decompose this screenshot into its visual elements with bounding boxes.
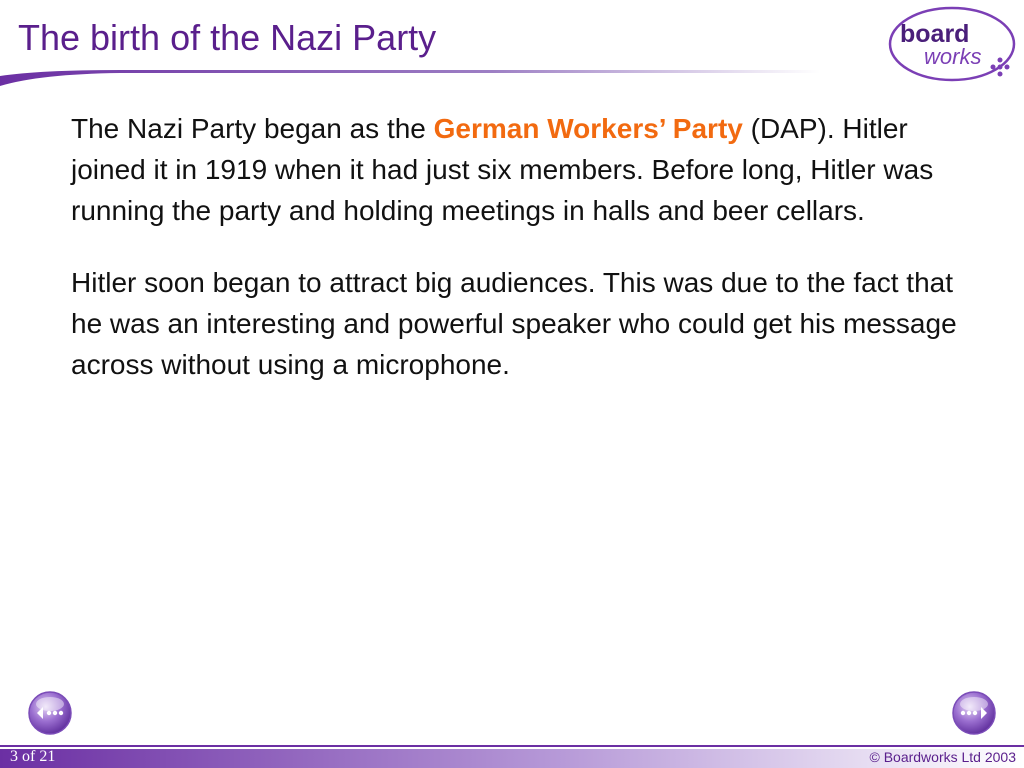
logo-word-board: board [900,20,970,48]
title-underline [0,66,820,86]
paragraph-1-end: (DAP). Hitler joined it in 1919 when it had just six members. Before long, Hitler was running the party and holding meetings in halls and beer cellars. [71,113,934,226]
previous-arrow-icon [27,690,73,736]
next-arrow-icon [951,690,997,736]
previous-slide-button[interactable] [27,690,73,736]
logo-word-works: works [924,44,982,69]
paragraph-1-highlight: German Workers’ Party [433,113,743,144]
paragraph-1 [71,108,971,231]
page-number: 3 of 21 [10,748,56,765]
next-slide-button[interactable] [951,690,997,736]
copyright-notice: © Boardworks Ltd 2003 [869,749,1016,765]
slide-title: The birth of the Nazi Party [18,17,437,58]
paragraph-1-start: The Nazi Party began as the [71,113,434,144]
boardworks-logo [886,4,1020,84]
paragraph-2: Hitler soon began to attract big audiences. This was due to the fact that he was an interesting and powerful speaker who could get his message across without using a microphone. [71,267,957,380]
slide-body [71,108,971,416]
